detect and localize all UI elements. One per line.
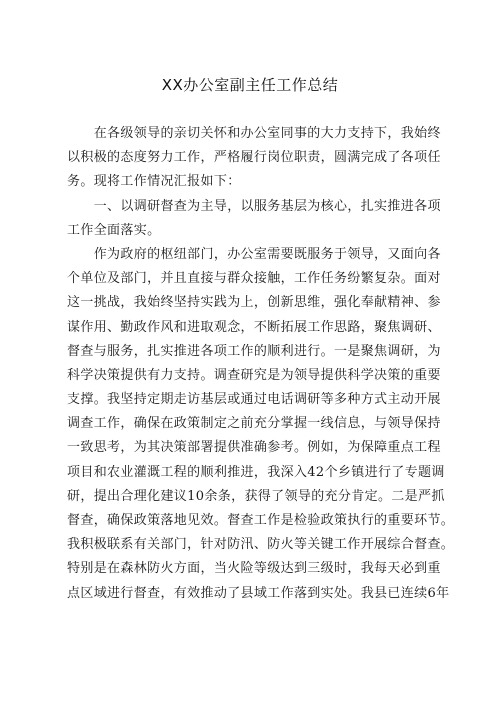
text-line: 研，提出合理化建议10余条，获得了领导的充分肯定。二是严抓 [67,488,445,504]
text-line: 一致思考，为其决策部署提供准确参考。例如，为保障重点工程 [67,440,441,456]
text-line: 谋作用、勤政作风和进取观念，不断拓展工作思路，聚焦调研、 [67,319,441,335]
section-heading-1 [67,195,441,243]
paragraph-body [67,243,455,606]
text-line: 我积极联系有关部门，针对防汛、防火等关键工作开展综合督查。 [67,537,455,553]
text-line: 工作全面落实。 [67,222,161,238]
text-line: 一、以调研督查为主导，以服务基层为核心，扎实推进各项 [67,198,441,214]
text-line: 务。现将工作情况汇报如下： [67,174,241,190]
text-line: 督查，确保政策落地见效。督查工作是检验政策执行的重要环节。 [67,513,455,528]
text-line: 在各级领导的亲切关怀和办公室同事的大力支持下，我始终 [67,126,441,141]
text-line: 特别是在森林防火方面，当火险等级达到三级时，我每天必到重 [67,561,441,577]
text-line: 督查与服务，扎实推进各项工作的顺利进行。一是聚焦调研，为 [67,343,441,359]
text-line: 调查工作，确保在政策制定之前充分掌握一线信息，与领导保持 [67,416,441,432]
text-line: 这一挑战，我始终坚持实践为上，创新思维，强化奉献精神、参 [67,295,441,311]
text-line: 支撑。我坚持定期走访基层或通过电话调研等多种方式主动开展 [67,392,441,408]
document-body [67,122,455,606]
document-title: XX办公室副主任工作总结 [161,76,339,94]
text-line: 个单位及部门，并且直接与群众接触，工作任务纷繁复杂。面对 [67,271,441,287]
text-line: 以积极的态度努力工作，严格履行岗位职责，圆满完成了各项任 [67,150,441,166]
text-line: 科学决策提供有力支持。调查研究是为领导提供科学决策的重要 [67,367,441,383]
text-line: 项目和农业灌溉工程的顺利推进，我深入42个乡镇进行了专题调 [67,464,445,480]
text-line: 点区域进行督查，有效推动了县域工作落到实处。我县已连续6年 [67,585,450,601]
text-line: 作为政府的枢纽部门，办公室需要既服务于领导，又面向各 [67,246,441,262]
paragraph-intro [67,122,441,195]
